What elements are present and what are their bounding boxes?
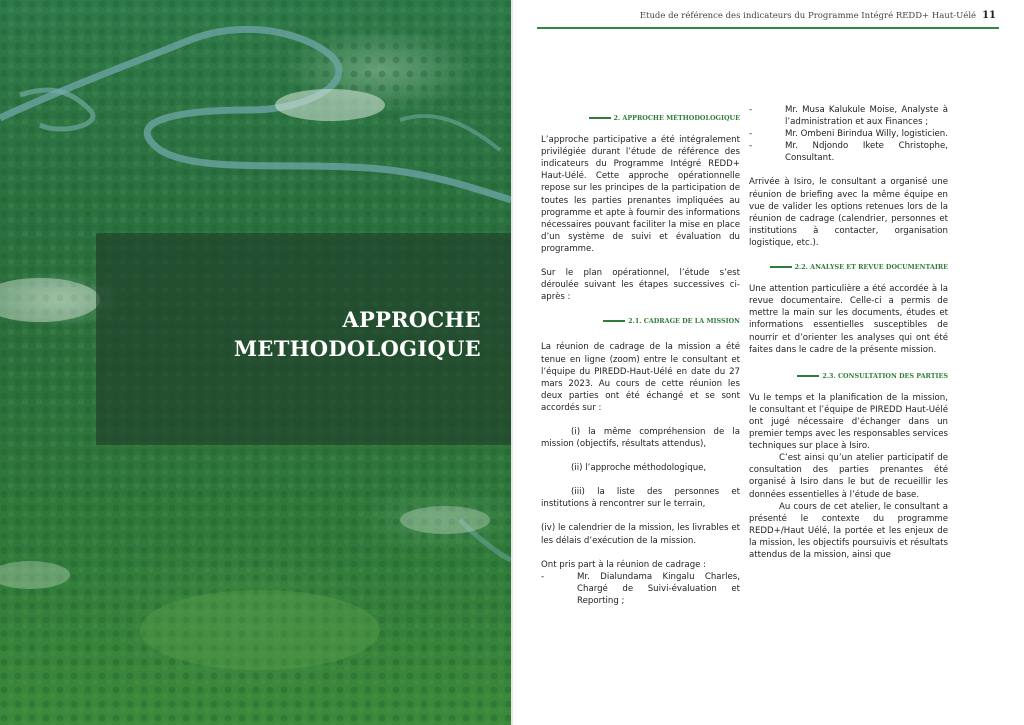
paragraph-contexte: Au cours de cet atelier, le consultant a présenté le contexte du programme REDD+/Haut Uélé, la portée et les enjeux de la mission, les objectifs poursuivis et résultats attendus de la mission, ainsi que: [749, 501, 948, 560]
dash-marker: -: [541, 571, 545, 582]
paragraph-operational: Sur le plan opérationnel, l’étude s’est déroulée suivant les étapes successives ci-après :: [541, 268, 740, 303]
page-divider: [511, 0, 513, 725]
list-item-iii: (iii) la liste des personnes et institutions à rencontrer sur le terrain,: [541, 487, 740, 510]
list-item-i: (i) la même compréhension de la mission (objectifs, résultats attendus),: [541, 426, 740, 450]
participant-item: [541, 571, 740, 607]
participant-text: Mr. Dialundama Kingalu Charles, Chargé de Suivi-évaluation et Reporting ;: [577, 571, 740, 606]
heading-bar: [603, 320, 625, 322]
section-heading-2-1: [541, 315, 740, 327]
section-heading-2-label: 2. APPROCHE MÉTHODOLOGIQUE: [613, 114, 740, 122]
section-heading-2-3-label: 2.3. CONSULTATION DES PARTIES: [822, 371, 948, 380]
paragraph-approach: L’approche participative a été intégralement privilégiée durant l’étude de référence des indicateurs du Programme Intégré REDD+ Haut-Uélé. Cette approche opérationnelle repose sur les principes de la participation de toutes les parties prenantes impliquées au programme et apte à fournir des informations nécessaires pouvant faciliter la mise en place d’un système de suivi et évaluation du programme.: [541, 135, 740, 254]
paragraph-revue: Une attention particulière a été accordée à la revue documentaire. Celle-ci a permis de mettre la main sur les documents, études et informations essentielles susceptibles de nourrir et d’orienter les analyses qui ont été faites dans le cadre de la présente mission.: [749, 284, 948, 355]
text-column-left: [541, 112, 740, 607]
participant-text: Mr. Ndjondo Ikete Christophe, Consultant.: [785, 141, 948, 164]
list-item-ii: (ii) l’approche méthodologique,: [571, 463, 707, 474]
participant-text: Mr. Ombeni Birindua Willy, logisticien.: [785, 129, 948, 140]
section-heading-2: [541, 112, 740, 124]
dash-marker: -: [749, 141, 753, 152]
running-title: Etude de référence des indicateurs du Programme Intégré REDD+ Haut-Uélé: [639, 11, 977, 21]
paragraph-cadrage: La réunion de cadrage de la mission a été tenue en ligne (zoom) entre le consultant et l’équipe du PIREDD-Haut-Uélé en date du 27 mars 2023. Au cours de cette réunion les deux parties ont été échangé et se sont accordés sur :: [541, 342, 740, 413]
participant-text: Mr. Musa Kalukule Moise, Analyste à l’administration et aux Finances ;: [785, 105, 948, 128]
header-rule: [537, 27, 999, 29]
participant-item: [749, 104, 948, 128]
paragraph-atelier: C’est ainsi qu’un atelier participatif de consultation des parties prenantes été organisé à Isiro dans le but de recueillir les données essentielles à l’étude de base.: [749, 453, 948, 500]
participant-item: [749, 140, 948, 164]
section-heading-2-1-label: 2.1. CADRAGE DE LA MISSION: [628, 317, 740, 326]
participant-item: [749, 128, 948, 140]
title-overlay-box: [96, 233, 511, 445]
section-heading-2-2-label: 2.2. ANALYSE ET REVUE DOCUMENTAIRE: [794, 263, 948, 272]
dash-marker: -: [749, 129, 753, 140]
paragraph-consultation: Vu le temps et la planification de la mission, le consultant et l’équipe de PIREDD Haut-Uélé ont jugé nécessaire d’échanger dans un premier temps avec les responsables services techniques sur place à Isiro.: [749, 392, 948, 452]
heading-bar: [797, 375, 819, 377]
chapter-title-line2: METHODOLOGIQUE: [233, 336, 481, 361]
section-heading-2-2: [749, 261, 948, 273]
paragraph-participants: Ont pris part à la réunion de cadrage :: [541, 559, 707, 570]
running-header: [520, 10, 996, 21]
section-heading-2-3: [749, 370, 948, 382]
chapter-title: [234, 305, 481, 363]
dash-marker: -: [749, 105, 753, 115]
paragraph-briefing: Arrivée à Isiro, le consultant a organisé une réunion de briefing avec la même équipe en vue de valider les options retenues lors de la réunion de cadrage (calendrier, personnes et institutions à contacter, organisation logistique, etc.).: [749, 177, 948, 248]
text-column-right: [749, 104, 948, 561]
heading-bar: [589, 117, 611, 119]
page-number: 11: [982, 10, 996, 21]
list-item-iv: (iv) le calendrier de la mission, les livrables et les délais d’exécution de la mission.: [541, 523, 740, 546]
heading-bar: [770, 266, 792, 268]
forest-aerial-photo: [0, 0, 511, 725]
chapter-title-line1: APPROCHE: [342, 307, 481, 332]
